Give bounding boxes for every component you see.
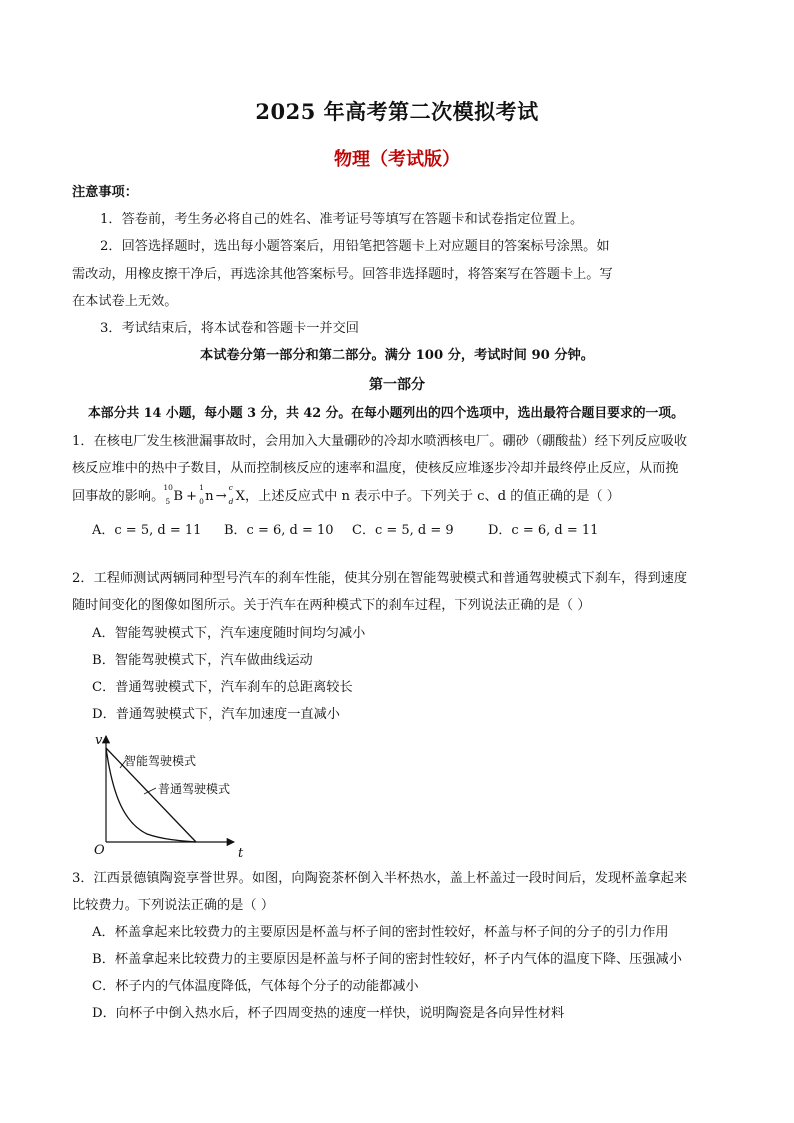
exam-title: 2025 年高考第二次模拟考试: [255, 99, 539, 124]
exam-subtitle: 物理（考试版）: [334, 149, 460, 170]
plus-sign: +: [186, 489, 198, 504]
part1-intro: 本部分共 14 小题，每小题 3 分，共 42 分。在每小题列出的四个选项中，选出最符合题目要求的一项。: [88, 406, 684, 421]
neutron-symbol: n: [205, 489, 214, 504]
neutron-mass-number: 1: [199, 483, 204, 492]
nuclear-reaction-equation: [163, 483, 246, 506]
velocity-time-graph: [92, 730, 272, 860]
x-mass-number: c: [228, 483, 233, 492]
boron-mass-number: 10: [163, 483, 173, 492]
x-charge-number: d: [228, 497, 234, 506]
q3-option-a[interactable]: A．杯盖拿起来比较费力的主要原因是杯盖与杯子间的密封性较好，杯盖与杯子间的分子的引力作用: [92, 925, 669, 940]
q3-line-1: 3．江西景德镇陶瓷享誉世界。如图，向陶瓷茶杯倒入半杯热水，盖上杯盖过一段时间后，发现杯盖拿起来: [72, 871, 688, 886]
normal-mode-label: 普通驾驶模式: [158, 782, 231, 796]
q1-line-3: [72, 483, 620, 506]
q2-option-a[interactable]: A．智能驾驶模式下，汽车速度随时间均匀减小: [92, 626, 366, 641]
reaction-arrow: →: [215, 489, 227, 504]
q1-line-3-prefix: 回事故的影响。: [72, 489, 165, 504]
q3-option-d[interactable]: D．向杯子中倒入热水后，杯子四周变热的速度一样快，说明陶瓷是各向异性材料: [92, 1006, 565, 1021]
q2-option-d[interactable]: D．普通驾驶模式下，汽车加速度一直减小: [92, 707, 340, 722]
notice-item-2-line-2: 需改动，用橡皮擦干净后，再选涂其他答案标号。回答非选择题时，将答案写在答题卡上。写: [72, 267, 613, 282]
q1-option-c[interactable]: C．c = 5, d = 9: [352, 523, 454, 538]
smart-mode-label: 智能驾驶模式: [124, 754, 197, 768]
boron-charge-number: 5: [165, 497, 171, 506]
v-axis-label: v: [95, 733, 103, 748]
t-axis-label: t: [238, 846, 244, 860]
notice-item-3: 3．考试结束后，将本试卷和答题卡一并交回: [100, 321, 359, 336]
q3-line-2: 比较费力。下列说法正确的是（ ）: [72, 898, 275, 913]
x-symbol: X: [235, 489, 246, 504]
q3-option-b[interactable]: B．杯盖拿起来比较费力的主要原因是杯盖与杯子间的密封性较好，杯子内气体的温度下降、压强减小: [92, 952, 682, 967]
q3-option-c[interactable]: C．杯子内的气体温度降低，气体每个分子的动能都减小: [92, 979, 419, 994]
boron-symbol: B: [173, 489, 184, 504]
q1-option-d[interactable]: D．c = 6, d = 11: [488, 523, 599, 538]
q2-line-2: 随时间变化的图像如图所示。关于汽车在两种模式下的刹车过程，下列说法正确的是（ ）: [72, 598, 591, 613]
notice-item-2-line-1: 2．回答选择题时，选出每小题答案后，用铅笔把答题卡上对应题目的答案标号涂黑。如: [100, 239, 610, 254]
q1-line-3-suffix: ，上述反应式中 n 表示中子。下列关于 c、d 的值正确的是（ ）: [245, 489, 620, 504]
q1-line-1: 1．在核电厂发生核泄漏事故时，会用加入大量硼砂的冷却水喷洒核电厂。硼砂（硼酸盐）经下列反应吸收: [72, 434, 688, 449]
q1-line-2: 核反应堆中的热中子数目，从而控制核反应的速率和温度，使核反应堆逐步冷却并最终停止反应，从而挽: [72, 461, 679, 476]
q1-options: [92, 519, 598, 538]
neutron-charge-number: 0: [199, 497, 204, 506]
q1-option-b[interactable]: B．c = 6, d = 10: [224, 523, 334, 538]
notice-heading: 注意事项：: [72, 185, 138, 200]
q2-option-b[interactable]: B．智能驾驶模式下，汽车做曲线运动: [92, 653, 313, 668]
q2-option-c[interactable]: C．普通驾驶模式下，汽车刹车的总距离较长: [92, 680, 353, 695]
exam-summary: 本试卷分第一部分和第二部分。满分 100 分，考试时间 90 分钟。: [200, 348, 594, 363]
notice-item-2-line-3: 在本试卷上无效。: [72, 294, 178, 309]
notice-item-1: 1．答卷前，考生务必将自己的姓名、准考证号等填写在答题卡和试卷指定位置上。: [100, 212, 584, 227]
q2-line-1: 2．工程师测试两辆同种型号汽车的刹车性能，使其分别在智能驾驶模式和普通驾驶模式下刹车，得到速度: [72, 571, 688, 586]
q1-option-a[interactable]: A．c = 5, d = 11: [92, 523, 202, 538]
part1-heading: 第一部分: [369, 377, 425, 393]
origin-label: O: [94, 843, 105, 858]
